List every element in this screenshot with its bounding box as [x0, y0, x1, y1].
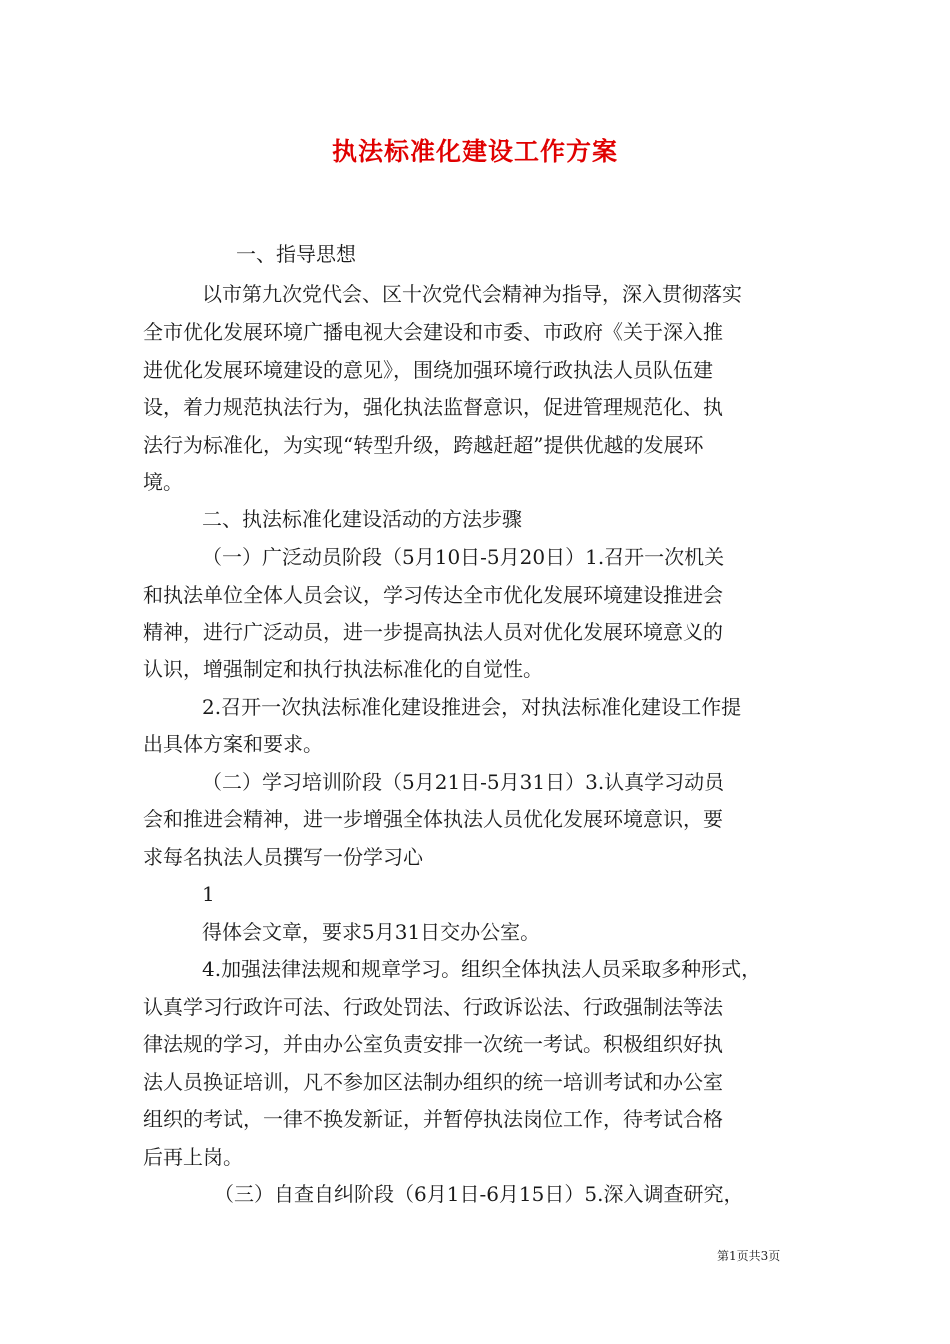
body-line: 进优化发展环境建设的意见》，围绕加强环境行政执法人员队伍建 — [143, 358, 713, 382]
body-line: 得体会文章，要求5月31日交办公室。 — [202, 920, 541, 944]
body-line: 后再上岗。 — [143, 1145, 243, 1169]
body-line: 和执法单位全体人员会议，学习传达全市优化发展环境建设推进会 — [143, 583, 723, 607]
body-line: 境。 — [143, 470, 183, 494]
body-line: 求每名执法人员撰写一份学习心 — [143, 845, 423, 869]
body-line: 4.加强法律法规和规章学习。组织全体执法人员采取多种形式， — [202, 957, 762, 981]
body-line: 以市第九次党代会、区十次党代会精神为指导，深入贯彻落实 — [202, 282, 742, 306]
body-line: 认识，增强制定和执行执法标准化的自觉性。 — [143, 657, 543, 681]
body-line: 2.召开一次执法标准化建设推进会，对执法标准化建设工作提 — [202, 695, 742, 719]
body-line: 精神，进行广泛动员，进一步提高执法人员对优化发展环境意义的 — [143, 620, 723, 644]
body-line: 会和推进会精神，进一步增强全体执法人员优化发展环境意识，要 — [143, 807, 723, 831]
body-line: 组织的考试，一律不换发新证，并暂停执法岗位工作，待考试合格 — [143, 1107, 723, 1131]
body-line: （一）广泛动员阶段（5月10日-5月20日）1.召开一次机关 — [202, 545, 725, 569]
document-title: 执法标准化建设工作方案 — [331, 137, 618, 166]
inline-page-number: 1 — [202, 882, 215, 906]
body-line: 律法规的学习，并由办公室负责安排一次统一考试。积极组织好执 — [143, 1032, 723, 1056]
page-indicator: 第1页共3页 — [717, 1249, 781, 1263]
body-line: （三）自查自纠阶段（6月1日-6月15日）5.深入调查研究， — [214, 1182, 744, 1206]
section-heading-methods: 二、执法标准化建设活动的方法步骤 — [202, 507, 522, 531]
body-line: 设，着力规范执法行为，强化执法监督意识，促进管理规范化、执 — [143, 395, 723, 419]
body-line: 认真学习行政许可法、行政处罚法、行政诉讼法、行政强制法等法 — [143, 995, 723, 1019]
body-line: 全市优化发展环境广播电视大会建设和市委、市政府《关于深入推 — [143, 320, 723, 344]
body-line: 出具体方案和要求。 — [143, 732, 323, 756]
body-line: （二）学习培训阶段（5月21日-5月31日）3.认真学习动员 — [202, 770, 725, 794]
body-line: 法行为标准化，为实现“转型升级，跨越赶超”提供优越的发展环 — [143, 433, 704, 457]
section-heading-guiding-ideology: 一、指导思想 — [236, 242, 356, 266]
body-line: 法人员换证培训，凡不参加区法制办组织的统一培训考试和办公室 — [143, 1070, 723, 1094]
